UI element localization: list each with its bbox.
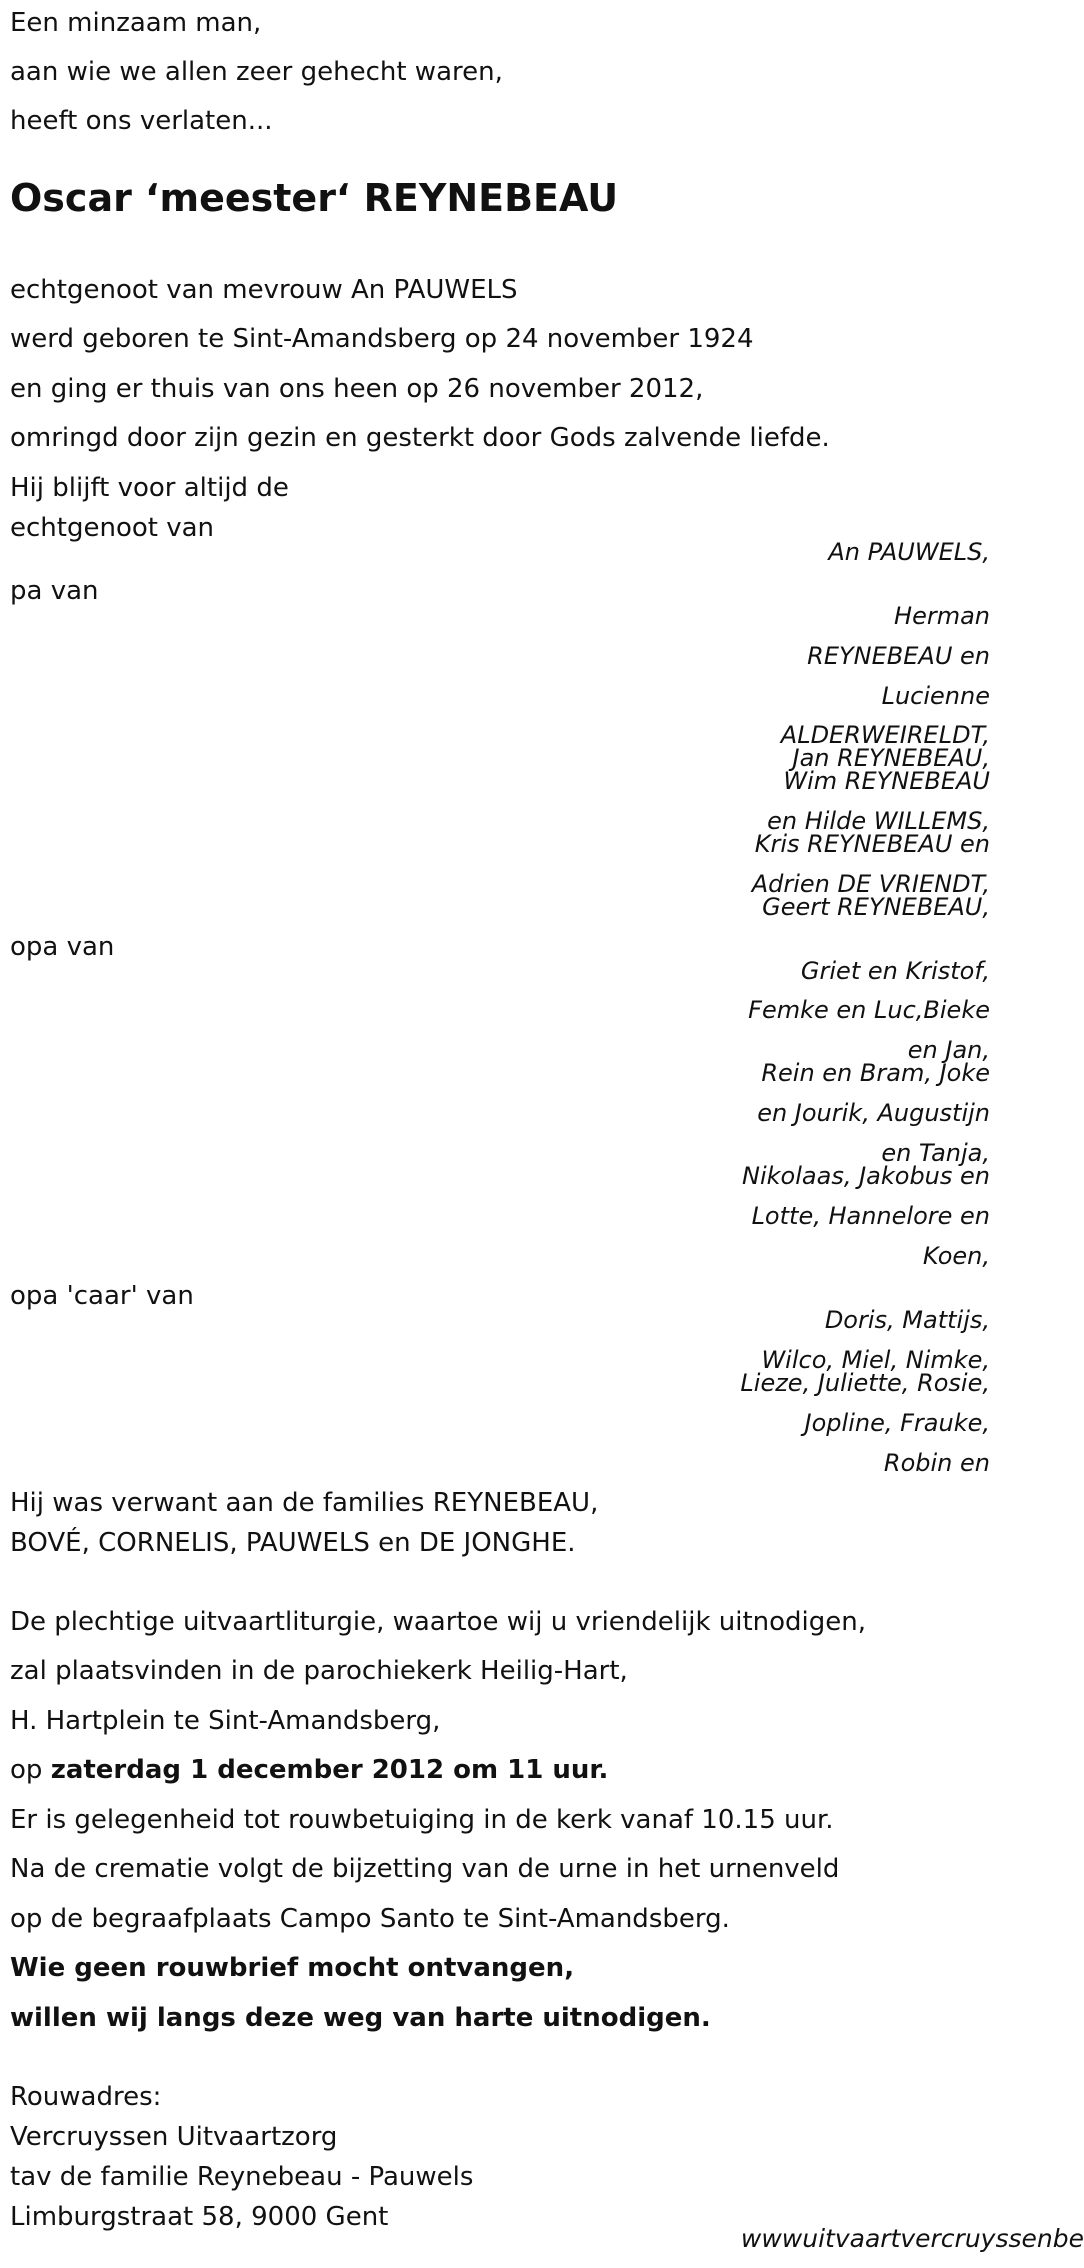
address-line: Limburgstraat 58, 9000 Gent — [10, 2202, 389, 2232]
list-item: Adrien DE VRIENDT, — [751, 870, 990, 898]
ceremony-line: H. Hartplein te Sint-Amandsberg, — [10, 1706, 441, 1736]
ceremony-line: De plechtige uitvaartliturgie, waartoe wij u vriendelijk uitnodigen, — [10, 1607, 867, 1637]
address-line: Vercruyssen Uitvaartzorg — [10, 2122, 338, 2152]
list-item: Jopline, Frauke, — [804, 1409, 990, 1437]
list-item: Griet en Kristof, — [800, 957, 990, 985]
list-item: Wilco, Miel, Nimke, — [761, 1346, 990, 1374]
list-item: REYNEBEAU en — [807, 642, 990, 670]
intro-line: Een minzaam man, — [10, 8, 262, 38]
ceremony-line: zal plaatsvinden in de parochiekerk Heilig-Hart, — [10, 1656, 628, 1686]
children-label: pa van — [10, 576, 99, 606]
list-item: Nikolaas, Jakobus en — [742, 1162, 990, 1190]
list-item: Wim REYNEBEAU — [783, 767, 990, 795]
list-item: en Jan, — [907, 1036, 990, 1064]
list-item: Robin en — [883, 1449, 990, 1477]
deceased-name: Oscar ‘meester‘ REYNEBEAU — [10, 176, 619, 220]
list-item: Rein en Bram, Joke — [761, 1059, 990, 1087]
bio-line: echtgenoot van mevrouw An PAUWELS — [10, 275, 518, 305]
list-item: Geert REYNEBEAU, — [762, 893, 990, 921]
intro-line: aan wie we allen zeer gehecht waren, — [10, 57, 503, 87]
ceremony-line: Er is gelegenheid tot rouwbetuiging in de kerk vanaf 10.15 uur. — [10, 1805, 834, 1835]
spouse-name: An PAUWELS, — [828, 538, 990, 566]
remains-line: echtgenoot van — [10, 513, 215, 543]
bio-line: omringd door zijn gezin en gesterkt door Gods zalvende liefde. — [10, 423, 830, 453]
list-item: Doris, Mattijs, — [824, 1306, 990, 1334]
families-line: Hij was verwant aan de families REYNEBEAU, — [10, 1488, 599, 1518]
list-item: en Jourik, Augustijn — [757, 1099, 990, 1127]
list-item: Herman — [894, 602, 990, 630]
intro-line: heeft ons verlaten... — [10, 106, 273, 136]
website-link[interactable]: wwwuitvaartvercruyssenbe — [740, 2224, 1084, 2253]
ceremony-date — [10, 1755, 608, 1785]
bio-line: en ging er thuis van ons heen op 26 november 2012, — [10, 374, 704, 404]
remains-line: Hij blijft voor altijd de — [10, 473, 289, 503]
list-item: Lieze, Juliette, Rosie, — [740, 1369, 990, 1397]
grandchildren-label: opa van — [10, 932, 115, 962]
great-grandchildren-label: opa 'caar' van — [10, 1281, 194, 1311]
list-item: Lotte, Hannelore en — [751, 1202, 990, 1230]
list-item: en Hilde WILLEMS, — [767, 807, 990, 835]
address-line: Rouwadres: — [10, 2082, 162, 2112]
bio-line: werd geboren te Sint-Amandsberg op 24 november 1924 — [10, 324, 754, 354]
ceremony-line: Na de crematie volgt de bijzetting van de urne in het urnenveld — [10, 1854, 840, 1884]
list-item: en Tanja, — [881, 1139, 990, 1167]
address-line: tav de familie Reynebeau - Pauwels — [10, 2162, 474, 2192]
list-item: Kris REYNEBEAU en — [754, 830, 990, 858]
invite-line: Wie geen rouwbrief mocht ontvangen, — [10, 1953, 575, 1983]
families-line: BOVÉ, CORNELIS, PAUWELS en DE JONGHE. — [10, 1528, 576, 1558]
ceremony-line: op de begraafplaats Campo Santo te Sint-Amandsberg. — [10, 1904, 730, 1934]
invite-line: willen wij langs deze weg van harte uitnodigen. — [10, 2003, 711, 2033]
list-item: Lucienne — [881, 682, 990, 710]
date-prefix: op — [10, 1755, 51, 1785]
list-item: Jan REYNEBEAU, — [792, 744, 990, 772]
date-bold: zaterdag 1 december 2012 om 11 uur. — [50, 1755, 609, 1785]
list-item: Femke en Luc,Bieke — [748, 996, 990, 1024]
list-item: ALDERWEIRELDT, — [780, 721, 990, 749]
list-item: Koen, — [922, 1242, 990, 1270]
